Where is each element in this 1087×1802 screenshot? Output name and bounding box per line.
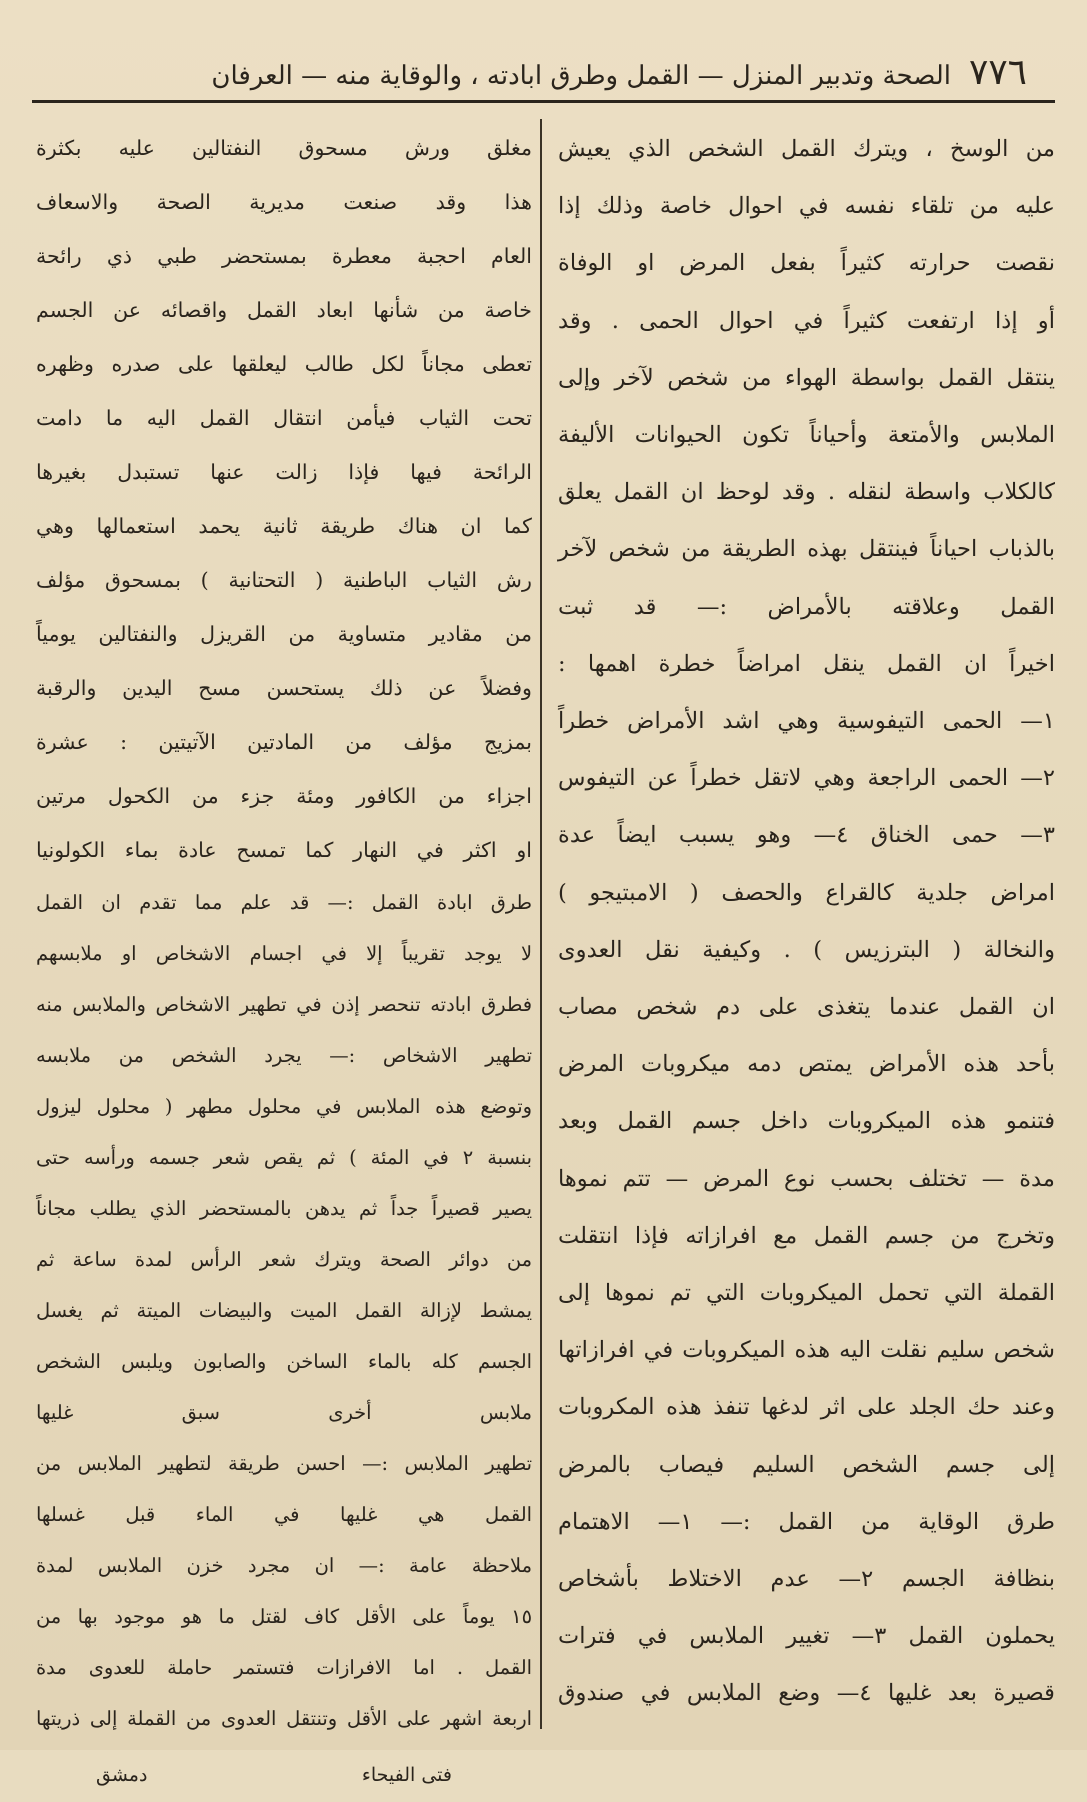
text-line: شخص سليم نقلت اليه هذه الميكروبات في افرازاتها: [558, 1337, 1055, 1364]
text-line: يصير قصيراً جداً ثم يدهن بالمستحضر الذي يطلب مجاناً: [36, 1197, 532, 1220]
text-line: بنسبة ٢ في المئة ) ثم يقص شعر جسمه ورأسه حتى: [36, 1146, 532, 1169]
text-line: وفضلاً عن ذلك يستحسن مسح اليدين والرقبة: [36, 676, 532, 700]
text-line: خاصة من شأنها ابعاد القمل واقصائه عن الجسم: [36, 298, 532, 322]
text-line: كالكلاب واسطة لنقله . وقد لوحظ ان القمل يعلق: [558, 479, 1055, 506]
text-line: ملاحظة عامة :— ان مجرد خزن الملابس لمدة: [36, 1554, 532, 1577]
signature: [36, 1744, 532, 1802]
text-line: كما ان هناك طريقة ثانية يحمد استعمالها وهي: [36, 514, 532, 538]
text-line: تطهير الاشخاص :— يجرد الشخص من ملابسه: [36, 1044, 532, 1067]
text-line: اربعة اشهر على الأقل وتنتقل العدوى من القملة إلى ذريتها: [36, 1707, 532, 1730]
text-line: فتنمو هذه الميكروبات داخل جسم القمل وبعد: [558, 1108, 1055, 1135]
text-line: الرائحة فيها فإذا زالت عنها تستبدل بغيرها: [36, 460, 532, 484]
page-number: ٧٧٦: [968, 52, 1027, 93]
text-line: القمل وعلاقته بالأمراض :— قد ثبت: [558, 593, 1055, 620]
text-line: ٢— الحمى الراجعة وهي لاتقل خطراً عن التيفوس: [558, 765, 1055, 792]
running-title: الصحة وتدبير المنزل — القمل وطرق ابادته ، والوقاية منه — العرفان: [211, 61, 951, 91]
article-columns: [22, 113, 1065, 1786]
text-line: ينتقل القمل بواسطة الهواء من شخص لآخر وإلى: [558, 364, 1055, 391]
text-line: لا يوجد تقريباً إلا في اجسام الاشخاص او ملابسهم: [36, 942, 532, 965]
text-line: ١٥ يوماً على الأقل كاف لقتل ما هو موجود بها من: [36, 1605, 532, 1628]
text-line: يمشط لإزالة القمل الميت والبيضات الميتة ثم يغسل: [36, 1299, 532, 1322]
text-line: اجزاء من الكافور ومئة جزء من الكحول مرتين: [36, 784, 532, 808]
text-line: طرق الوقاية من القمل :— ١— الاهتمام: [558, 1508, 1056, 1535]
text-line: بأحد هذه الأمراض يمتص دمه ميكروبات المرض: [558, 1051, 1055, 1078]
text-line: ملابس أخرى سبق غليها: [36, 1401, 532, 1424]
text-line: وتوضع هذه الملابس في محلول مطهر ( محلول ليزول: [36, 1095, 532, 1118]
text-line: وتخرج من جسم القمل مع افرازاته فإذا انتقلت: [558, 1222, 1055, 1249]
text-line: أو إذا ارتفعت كثيراً في احوال الحمى . وقد: [558, 307, 1055, 334]
text-line: تطهير الملابس :— احسن طريقة لتطهير الملابس من: [36, 1452, 532, 1475]
text-line: والنخالة ( البترزيس ) . وكيفية نقل العدوى: [558, 936, 1055, 963]
header-rule: [32, 100, 1055, 103]
text-line: تعطى مجاناً لكل طالب ليعلقها على صدره وظهره: [36, 352, 532, 376]
text-line: القمل . اما الافرازات فتستمر حاملة للعدوى مدة: [36, 1656, 532, 1679]
text-line: إلى جسم الشخص السليم فيصاب بالمرض: [558, 1451, 1055, 1478]
left-column-top: [36, 121, 532, 877]
text-line: القمل هي غليها في الماء قبل غسلها: [36, 1503, 532, 1526]
column-divider: [540, 119, 542, 1729]
text-line: فطرق ابادته تنحصر إذن في تطهير الاشخاص والملابس منه: [36, 993, 532, 1016]
page-header: [22, 18, 1065, 93]
text-line: العام احجبة معطرة بمستحضر طبي ذي رائحة: [36, 244, 532, 268]
signature-author: فتى الفيحاء: [361, 1764, 452, 1786]
text-line: ان القمل عندما يتغذى على دم شخص مصاب: [558, 994, 1055, 1021]
text-line: مغلق ورش مسحوق النفتالين عليه بكثرة: [36, 136, 532, 160]
text-line: الجسم كله بالماء الساخن والصابون ويلبس الشخص: [36, 1350, 532, 1373]
right-column: [542, 113, 1065, 1753]
text-line: ٣— حمى الخناق ٤— وهو يسبب ايضاً عدة: [558, 822, 1055, 849]
signature-place: دمشق: [96, 1764, 148, 1786]
text-line: اخيراً ان القمل ينقل امراضاً خطرة اهمها :: [558, 650, 1055, 677]
text-line: الملابس والأمتعة وأحياناً تكون الحيوانات الأليفة: [558, 422, 1055, 449]
text-line: تحت الثياب فيأمن انتقال القمل اليه ما دامت: [36, 406, 532, 430]
text-line: بمزيج مؤلف من المادتين الآتيتين : عشرة: [36, 730, 532, 754]
text-line: او اكثر في النهار كما تمسح عادة بماء الكولونيا: [36, 838, 532, 862]
text-line: يحملون القمل ٣— تغيير الملابس في فترات: [558, 1623, 1055, 1650]
text-line: بنظافة الجسم ٢— عدم الاختلاط بأشخاص: [558, 1566, 1055, 1593]
text-line: من مقادير متساوية من القريزل والنفتالين يومياً: [36, 622, 532, 646]
text-line: بالذباب احياناً فينتقل بهذه الطريقة من شخص لآخر: [558, 536, 1055, 563]
text-line: امراض جلدية كالقراع والحصف ( الامبتيجو ): [558, 879, 1055, 906]
left-column-small-print: [36, 877, 532, 1744]
text-line: وعند حك الجلد على اثر لدغها تنفذ هذه المكروبات: [558, 1394, 1055, 1421]
text-line: من الوسخ ، ويترك القمل الشخص الذي يعيش: [558, 136, 1055, 162]
text-line: هذا وقد صنعت مديرية الصحة والاسعاف: [36, 190, 532, 214]
text-line: طرق ابادة القمل :— قد علم مما تقدم ان القمل: [36, 891, 532, 914]
text-line: قصيرة بعد غليها ٤— وضع الملابس في صندوق: [558, 1680, 1055, 1707]
text-line: القملة التي تحمل الميكروبات التي تم نموها إلى: [558, 1280, 1055, 1307]
text-line: ١— الحمى التيفوسية وهي اشد الأمراض خطراً: [558, 708, 1055, 735]
text-line: من دوائر الصحة ويترك شعر الرأس لمدة ساعة ثم: [36, 1248, 532, 1271]
text-line: عليه من تلقاء نفسه في احوال خاصة وذلك إذا: [558, 193, 1055, 220]
text-line: مدة — تختلف بحسب نوع المرض — تتم نموها: [558, 1165, 1055, 1192]
left-column: [22, 113, 540, 1786]
text-line: رش الثياب الباطنية ( التحتانية ) بمسحوق مؤلف: [36, 568, 532, 592]
text-line: نقصت حرارته كثيراً بفعل المرض او الوفاة: [558, 250, 1055, 277]
